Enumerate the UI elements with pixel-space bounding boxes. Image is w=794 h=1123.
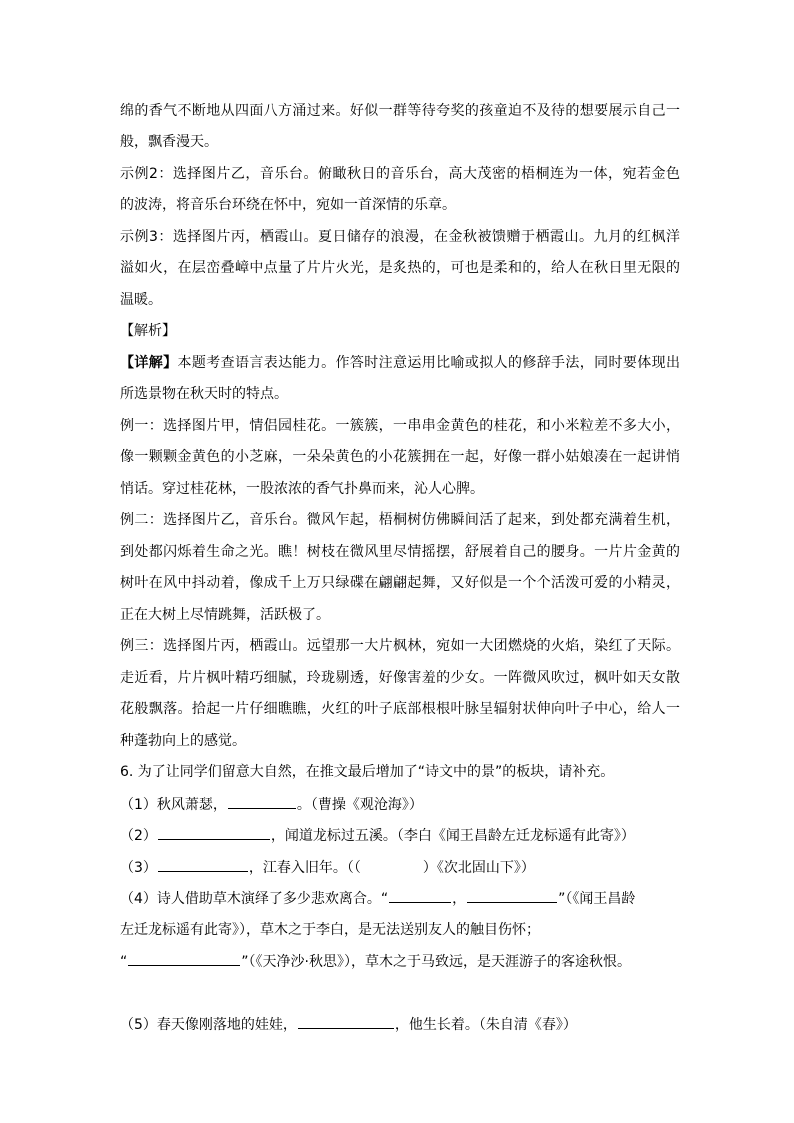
- detail-text: 本题考查语言表达能力。作答时注意运用比喻或拟人的修辞手法，同时要体现出: [177, 355, 681, 371]
- item-4-prefix: （4）诗人借助草木演绎了多少悲欢离合。“: [120, 891, 389, 907]
- open-quote: “: [120, 954, 128, 970]
- example-three-line: 走近看，片片枫叶精巧细腻，玲珑剔透，好像害羞的少女。一阵微风吹过，枫叶如天女散: [120, 670, 680, 686]
- answer-line: 般，飘香漫天。: [120, 134, 218, 150]
- question-6-item-4-line: [120, 952, 680, 971]
- item-1-source: 。（曹操《观沧海》）: [296, 797, 423, 813]
- example-three-line: 例三：选择图片丙，栖霞山。远望那一大片枫林，宛如一大团燃烧的火焰，染红了天际。: [120, 638, 680, 654]
- question-6-item-5: [120, 1015, 680, 1034]
- item-2-source: ，闻道龙标过五溪。（李白《闻王昌龄左迁龙标遥有此寄》）: [270, 828, 635, 844]
- answer-blank[interactable]: [158, 826, 270, 840]
- question-6-intro: 6. 为了让同学们留意大自然，在推文最后增加了“诗文中的景”的板块，请补充。: [120, 764, 615, 780]
- question-6-item-4: [120, 889, 680, 908]
- question-6-item-1: [120, 795, 680, 814]
- item-2-prefix: （2）: [120, 828, 157, 844]
- item-3-text: ，江春入旧年。（（: [248, 860, 361, 876]
- example-3-line: 温暖。: [120, 292, 162, 308]
- question-6-item-2: [120, 826, 680, 845]
- answer-blank[interactable]: [467, 889, 557, 903]
- item-4-source-2: ”（《天净沙·秋思》），草木之于马致远，是天涯游子的客途秋恨。: [241, 954, 631, 970]
- item-4-comma: ，: [452, 891, 467, 907]
- example-two-line: 正在大树上尽情跳舞，活跃极了。: [120, 607, 330, 623]
- example-three-line: 种蓬勃向上的感觉。: [120, 733, 246, 749]
- example-3-line: 溢如火，在层峦叠嶂中点量了片片火光，是炙热的，可也是柔和的，给人在秋日里无限的: [120, 260, 680, 276]
- example-three-line: 花般飘落。拾起一片仔细瞧瞧，火红的叶子底部根根叶脉呈辐射状伸向叶子中心，给人一: [120, 701, 680, 717]
- example-two-line: 到处都闪烁着生命之光。瞧！树枝在微风里尽情摇摆，舒展着自己的腰身。一片片金黄的: [120, 544, 680, 560]
- example-3-line: 示例3：选择图片丙，栖霞山。夏日储存的浪漫，在金秋被馈赠于栖霞山。九月的红枫洋: [120, 229, 680, 245]
- detail-line: [120, 354, 680, 372]
- question-6-item-4-line: 左迁龙标遥有此寄》），草木之于李白，是无法送别友人的触目伤怀；: [120, 922, 540, 938]
- example-two-line: 例二：选择图片乙，音乐台。微风乍起，梧桐树仿佛瞬间活了起来，到处都充满着生机，: [120, 512, 680, 528]
- answer-blank[interactable]: [128, 952, 240, 966]
- item-5-prefix: （5）春天像刚落地的娃娃，: [120, 1017, 297, 1033]
- question-6-item-3: [120, 858, 680, 877]
- answer-blank[interactable]: [298, 1015, 394, 1029]
- item-5-source: ，他生长着。（朱自清《春》）: [394, 1017, 577, 1033]
- item-1-prefix: （1）秋风萧瑟，: [120, 797, 227, 813]
- example-one-line: 例一：选择图片甲，情侣园桂花。一簇簇，一串串金黄色的桂花，和小米粒差不多大小，: [120, 418, 680, 434]
- example-two-line: 树叶在风中抖动着，像成千上万只绿碟在翩翩起舞，又好似是一个个活泼可爱的小精灵，: [120, 575, 680, 591]
- answer-line: 绵的香气不断地从四面八方涌过来。好似一群等待夸奖的孩童迫不及待的想要展示自己一: [120, 103, 680, 119]
- example-2-line: 的波涛，将音乐台环绕在怀中，宛如一首深情的乐章。: [120, 197, 456, 213]
- detail-line: 所选景物在秋天时的特点。: [120, 386, 288, 402]
- item-3-source: ）《次北固山下》）: [422, 860, 535, 876]
- answer-blank[interactable]: [228, 795, 296, 809]
- analysis-heading: 【解析】: [120, 323, 176, 339]
- example-2-line: 示例2：选择图片乙，音乐台。俯瞰秋日的音乐台，高大茂密的梧桐连为一体，宛若金色: [120, 166, 680, 182]
- example-one-line: 悄话。穿过桂花林，一股浓浓的香气扑鼻而来，沁人心脾。: [120, 481, 484, 497]
- example-one-line: 像一颗颗金黄色的小芝麻，一朵朵黄色的小花簇拥在一起，好像一群小姑娘凑在一起讲悄: [120, 449, 680, 465]
- item-3-prefix: （3）: [120, 860, 157, 876]
- answer-blank[interactable]: [158, 858, 248, 872]
- answer-blank[interactable]: [389, 889, 451, 903]
- detail-tag: 【详解】: [120, 355, 178, 371]
- item-4-source: ”（《闻王昌龄: [558, 891, 636, 907]
